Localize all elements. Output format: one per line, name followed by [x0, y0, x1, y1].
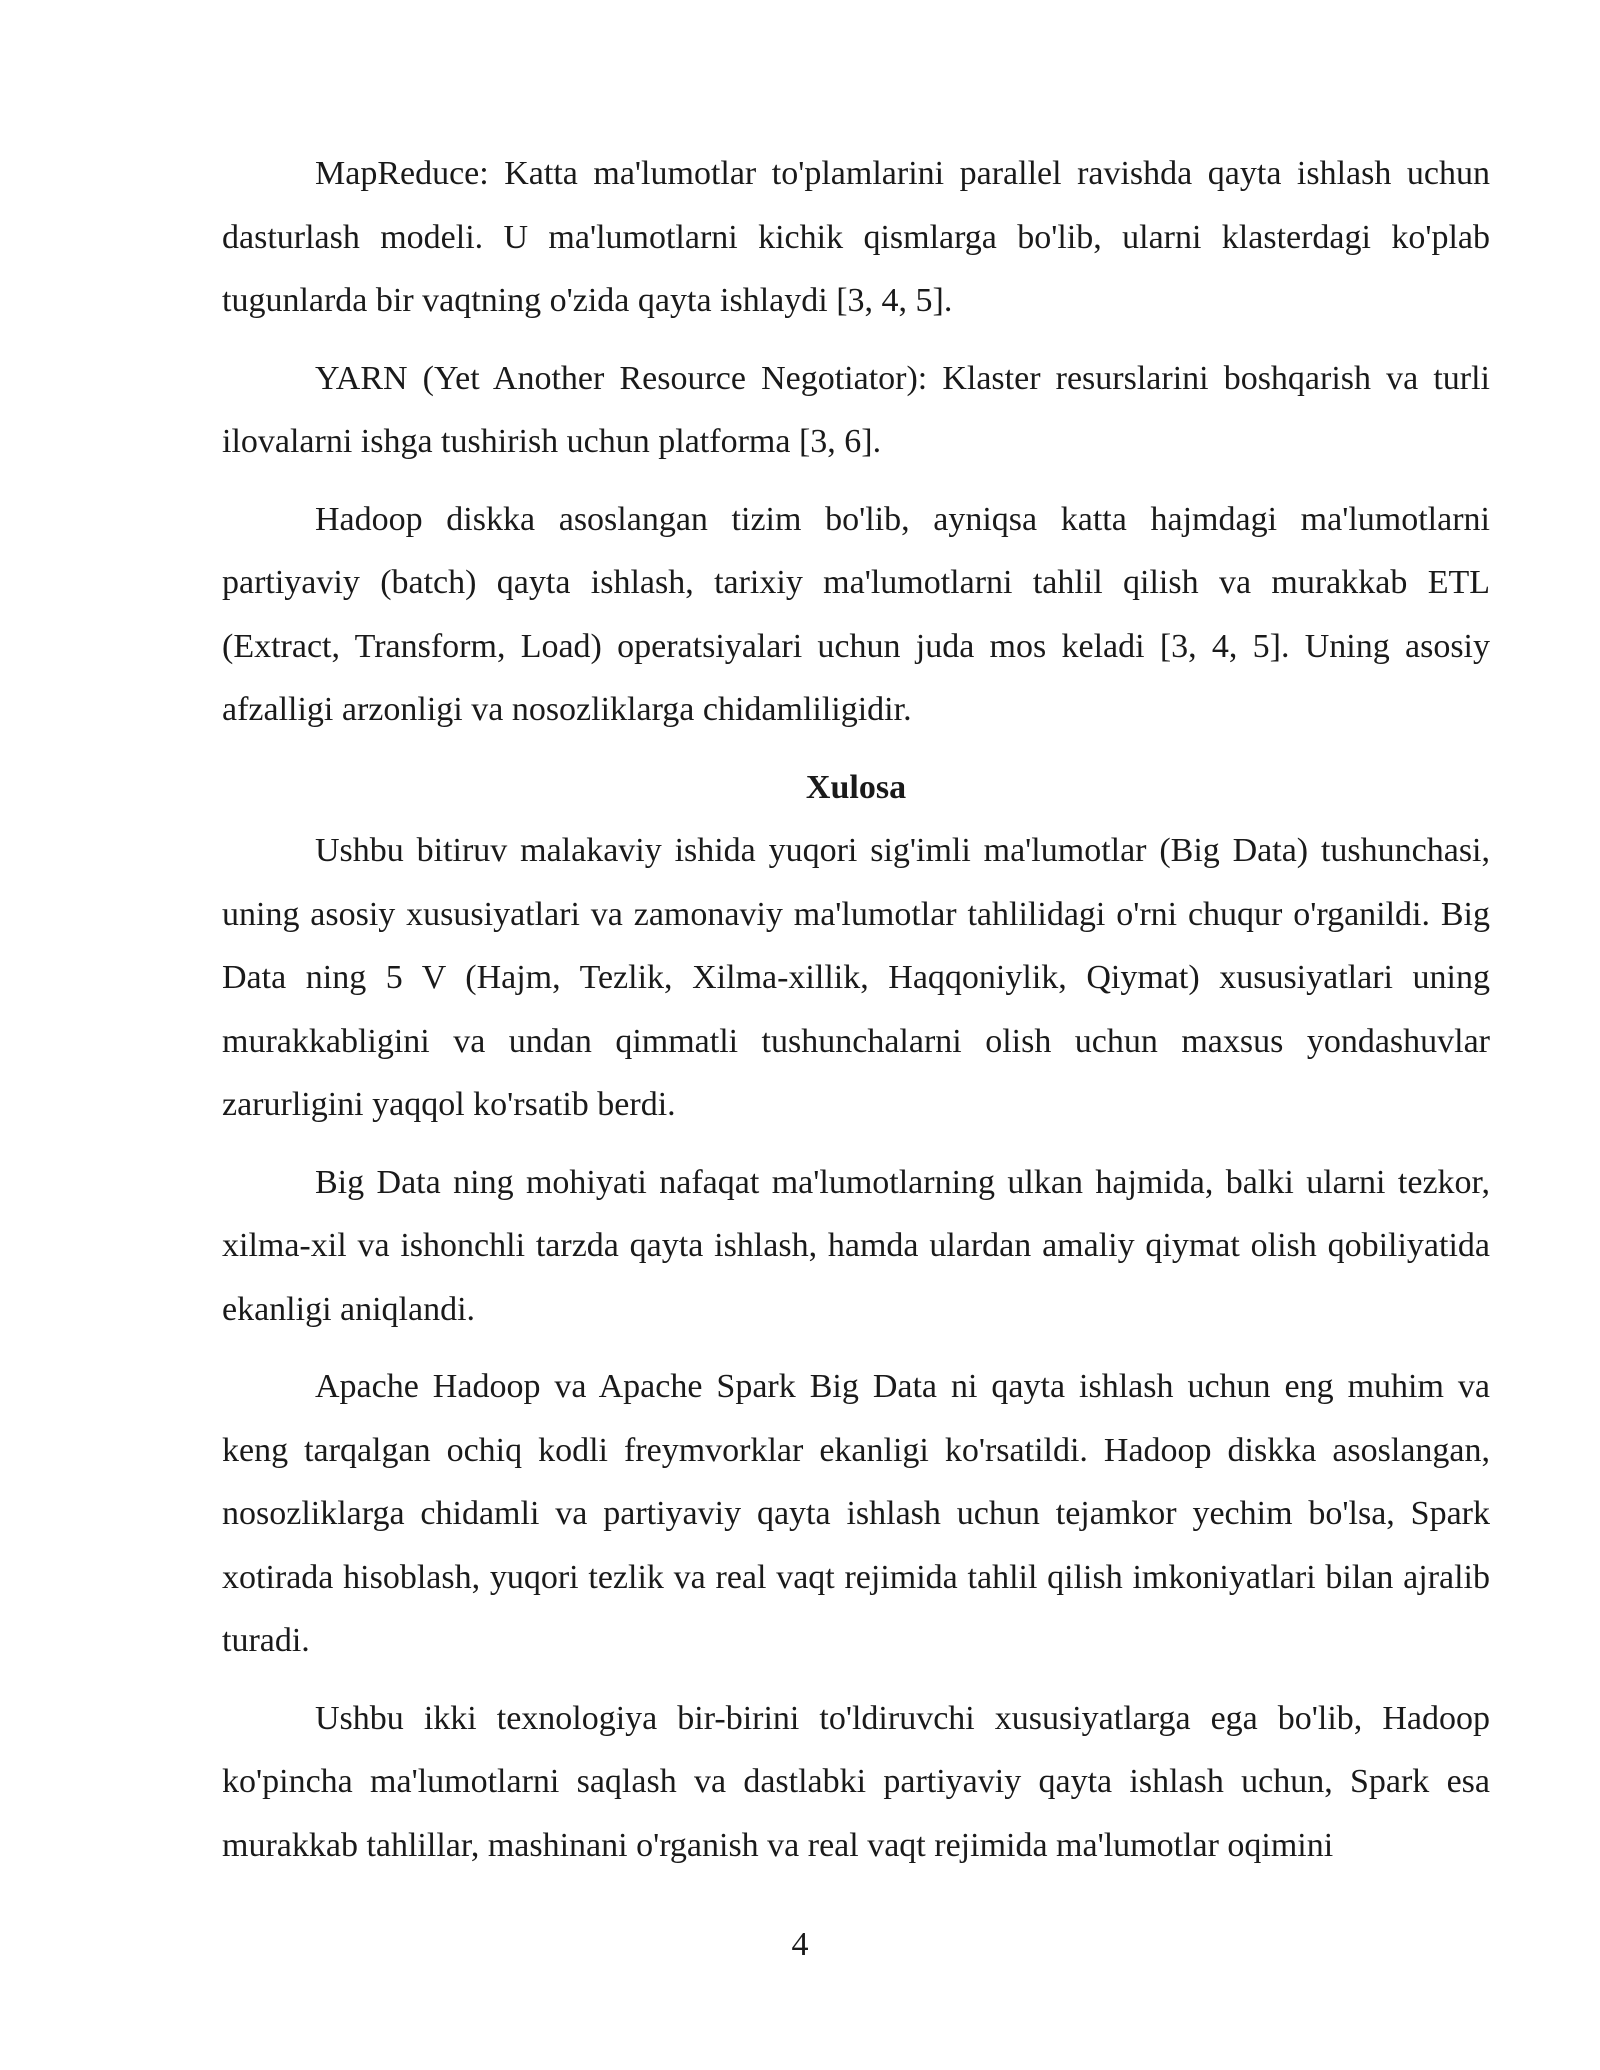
paragraph-conclusion-4: Ushbu ikki texnologiya bir-birini to'ldiruvchi xususiyatlarga ega bo'lib, Hadoop ko'pincha ma'lumotlarni saqlash va dastlabki partiyaviy qayta ishlash uchun, Spark esa murakkab tahlillar, mashinani o'rganish va real vaqt rejimida ma'lumotlar oqimini [222, 1699, 1490, 1864]
section-heading: Xulosa [805, 768, 907, 806]
document-page [222, 142, 1490, 1891]
page-number: 4 [791, 1926, 809, 1963]
paragraph-conclusion-3: Apache Hadoop va Apache Spark Big Data ni qayta ishlash uchun eng muhim va keng tarqalgan ochiq kodli freymvorklar ekanligi ko'rsatildi. Hadoop diskka asoslangan, nosozliklarga chidamli va partiyaviy qayta ishlash uchun tejamkor yechim bo'lsa, Spark xotirada hisoblash, yuqori tezlik va real vaqt rejimida tahlil qilish imkoniyatlari bilan ajralib turadi. [222, 1368, 1490, 1659]
paragraph-hadoop: Hadoop diskka asoslangan tizim bo'lib, ayniqsa katta hajmdagi ma'lumotlarni partiyaviy (batch) qayta ishlash, tarixiy ma'lumotlarni tahlil qilish va murakkab ETL (Extract, Transform, Load) operatsiyalari uchun juda mos keladi [3, 4, 5]. Uning asosiy afzalligi arzonligi va nosozliklarga chidamliligidir. [222, 500, 1490, 728]
paragraph-mapreduce: MapReduce: Katta ma'lumotlar to'plamlarini parallel ravishda qayta ishlash uchun dasturlash modeli. U ma'lumotlarni kichik qismlarga bo'lib, ularni klasterdagi ko'plab tugunlarda bir vaqtning o'zida qayta ishlaydi [3, 4, 5]. [222, 155, 1490, 319]
paragraph-conclusion-2: Big Data ning mohiyati nafaqat ma'lumotlarning ulkan hajmida, balki ularni tezkor, xilma-xil va ishonchli tarzda qayta ishlash, hamda ulardan amaliy qiymat olish qobiliyatida ekanligi aniqlandi. [222, 1163, 1490, 1328]
paragraph-yarn: YARN (Yet Another Resource Negotiator): Klaster resurslarini boshqarish va turli ilovalarni ishga tushirish uchun platforma [3, 6]. [222, 359, 1490, 460]
paragraph-conclusion-1: Ushbu bitiruv malakaviy ishida yuqori sig'imli ma'lumotlar (Big Data) tushunchasi, uning asosiy xususiyatlari va zamonaviy ma'lumotlar tahlilidagi o'rni chuqur o'rganildi. Big Data ning 5 V (Hajm, Tezlik, Xilma-xillik, Haqqoniylik, Qiymat) xususiyatlari uning murakkabligini va undan qimmatli tushunchalarni olish uchun maxsus yondashuvlar zarurligini yaqqol ko'rsatib berdi. [222, 832, 1490, 1123]
